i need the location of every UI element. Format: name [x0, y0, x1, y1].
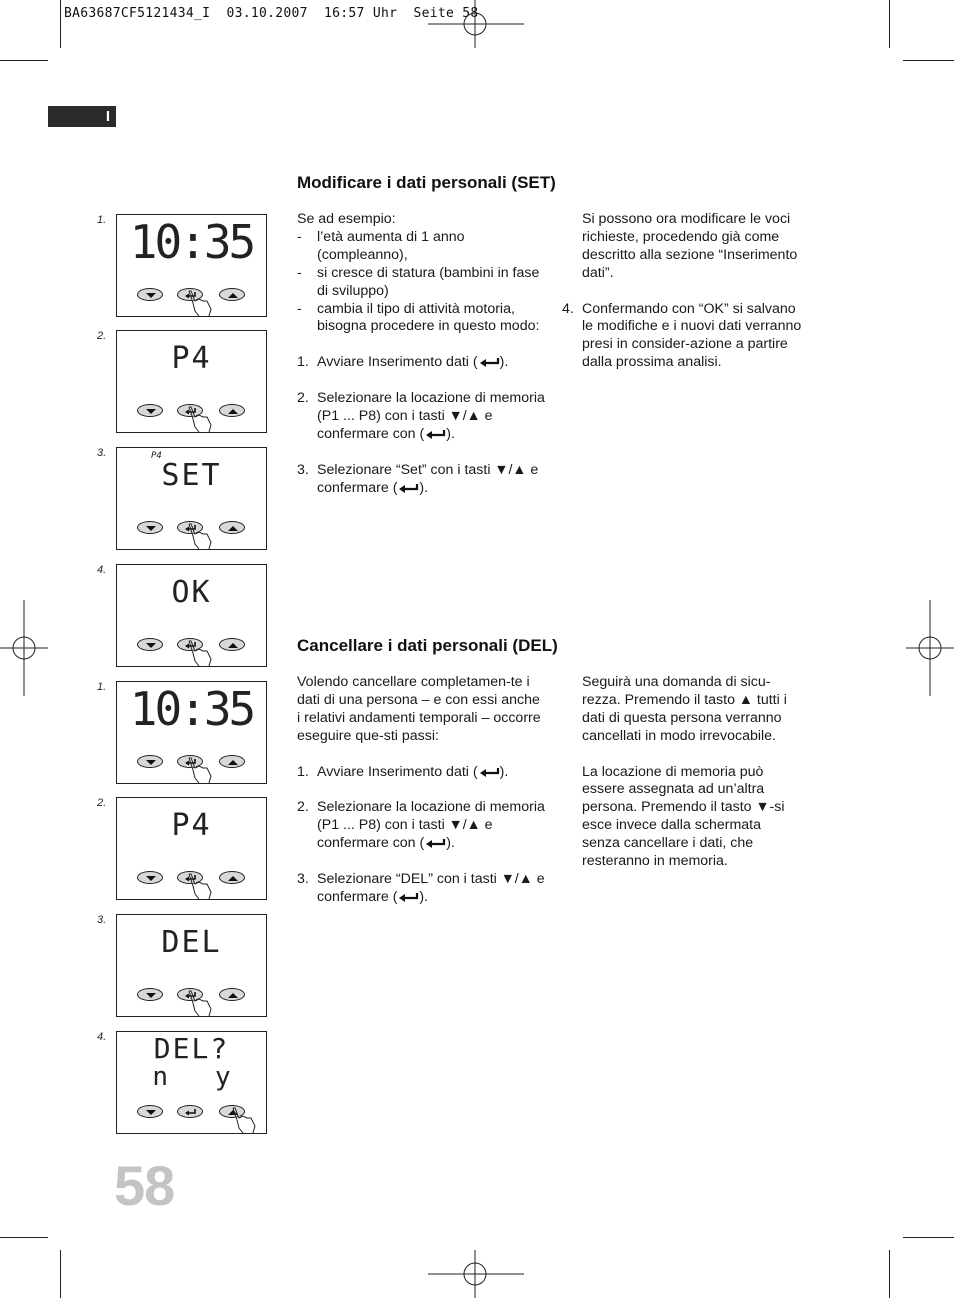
lcd-text-line2: n y: [152, 1062, 231, 1092]
lcd-profile-indicator: P4: [151, 451, 162, 461]
down-button[interactable]: [137, 521, 163, 534]
del-left-column: [297, 674, 547, 907]
lcd-text: P4: [171, 808, 212, 843]
crop-mark: [903, 60, 954, 61]
enter-button[interactable]: [177, 1105, 203, 1118]
lcd-display: [116, 797, 267, 900]
enter-arrow-icon: [178, 1106, 204, 1119]
crop-mark: [60, 1250, 61, 1298]
registration-mark: [428, 0, 524, 48]
lcd-text: DEL?: [153, 1032, 230, 1065]
del-right-column: [582, 674, 802, 871]
enter-key-icon: [397, 891, 419, 903]
enter-key-icon: [397, 482, 419, 494]
enter-key-icon: [424, 837, 446, 849]
enter-key-icon: [478, 766, 500, 778]
pointing-hand-icon: [185, 989, 215, 1022]
up-arrow-icon: [220, 405, 246, 418]
lcd-text: P4: [171, 341, 212, 376]
section-title-set: Modificare i dati personali (SET): [297, 173, 556, 192]
del-right-paragraph: La locazione di memoria può essere assegnata ad un’altra persona. Premendo il tasto ▼-si esce invece dalla schermata senza cancellare i dati, che resteranno in memoria.: [582, 763, 785, 870]
figure-step-number: 1.: [97, 214, 107, 226]
pointing-hand-icon: [185, 289, 215, 322]
down-arrow-icon: [138, 756, 164, 769]
down-arrow-icon: [138, 522, 164, 535]
up-button[interactable]: [219, 404, 245, 417]
lcd-display: [116, 214, 267, 317]
step-item: 1. Avviare Inserimento dati ( ).: [297, 763, 509, 780]
lcd-text: 10:35: [129, 215, 254, 269]
up-button[interactable]: [219, 288, 245, 301]
down-button[interactable]: [137, 755, 163, 768]
set-intro: Se ad esempio:: [297, 211, 396, 227]
registration-mark: [428, 1250, 524, 1298]
up-button[interactable]: [219, 755, 245, 768]
figure-step-number: 3.: [97, 447, 107, 459]
crop-mark: [0, 1237, 48, 1238]
registration-mark: [0, 600, 48, 696]
step-item: 3. Selezionare “Set” con i tasti ▼/▲ e confermare ( ).: [297, 461, 539, 496]
pointing-hand-icon: [185, 639, 215, 672]
page-number: 58: [114, 1154, 175, 1217]
figure-step-number: 4.: [97, 1031, 107, 1043]
step-item: 2. Selezionare la locazione di memoria (P1 ... P8) con i tasti ▼/▲ e confermare con ( ).: [297, 799, 545, 852]
crop-mark: [0, 60, 48, 61]
up-arrow-icon: [220, 756, 246, 769]
down-arrow-icon: [138, 289, 164, 302]
lcd-display: [116, 330, 267, 433]
lcd-text: SET: [161, 458, 222, 493]
up-arrow-icon: [220, 989, 246, 1002]
pointing-hand-icon: [185, 405, 215, 438]
pointing-hand-icon: [185, 756, 215, 789]
enter-key-icon: [424, 428, 446, 440]
pointing-hand-icon: [229, 1106, 259, 1139]
step-item: 3. Selezionare “DEL” con i tasti ▼/▲ e confermare ( ).: [297, 870, 545, 905]
set-left-column: [297, 211, 547, 497]
down-arrow-icon: [138, 872, 164, 885]
del-intro: Volendo cancellare completamen-te i dati di una persona – e con essi anche i relativi andamenti temporali – occorre eseguire que-sti passi:: [297, 674, 541, 744]
lcd-display: [116, 564, 267, 667]
down-button[interactable]: [137, 638, 163, 651]
lcd-text: 10:35: [129, 682, 254, 736]
up-arrow-icon: [220, 522, 246, 535]
down-button[interactable]: [137, 404, 163, 417]
up-arrow-icon: [220, 289, 246, 302]
up-button[interactable]: [219, 988, 245, 1001]
registration-mark: [906, 600, 954, 696]
down-arrow-icon: [138, 405, 164, 418]
step-item: 2. Selezionare la locazione di memoria (P1 ... P8) con i tasti ▼/▲ e confermare con ( ).: [297, 390, 545, 442]
up-button[interactable]: [219, 638, 245, 651]
set-right-column: [562, 211, 802, 372]
figure-step-number: 3.: [97, 914, 107, 926]
down-button[interactable]: [137, 988, 163, 1001]
del-right-paragraph: Seguirà una domanda di sicu-rezza. Premendo il tasto ▲ tutti i dati di questa persona verranno cancellati in modo irrevocabile.: [582, 674, 787, 744]
down-button[interactable]: [137, 871, 163, 884]
figure-step-number: 4.: [97, 564, 107, 576]
crop-mark: [60, 0, 61, 48]
section-title-del: Cancellare i dati personali (DEL): [297, 636, 558, 655]
down-button[interactable]: [137, 288, 163, 301]
list-item: - l’età aumenta di 1 anno (compleanno),: [297, 228, 465, 263]
pointing-hand-icon: [185, 522, 215, 555]
lcd-display: [116, 447, 267, 550]
up-button[interactable]: [219, 871, 245, 884]
crop-mark: [889, 0, 890, 48]
crop-mark: [903, 1237, 954, 1238]
down-arrow-icon: [138, 989, 164, 1002]
list-item: - cambia il tipo di attività motoria, bisogna procedere in questo modo:: [297, 300, 540, 335]
lcd-display: [116, 1031, 267, 1134]
step-item: 4. Confermando con “OK” si salvano le modifiche e i nuovi dati verranno presi in consider-azione a partire dalla prossima analisi.: [562, 300, 802, 371]
down-button[interactable]: [137, 1105, 163, 1118]
down-arrow-icon: [138, 639, 164, 652]
list-item: - si cresce di statura (bambini in fase di sviluppo): [297, 264, 540, 299]
up-arrow-icon: [220, 872, 246, 885]
crop-mark: [889, 1250, 890, 1298]
lcd-text: OK: [171, 575, 212, 610]
language-tab: I: [48, 106, 116, 127]
figure-step-number: 2.: [97, 330, 107, 342]
step-item: 1. Avviare Inserimento dati ( ).: [297, 354, 509, 371]
up-arrow-icon: [220, 639, 246, 652]
print-header: BA63687CF5121434_I 03.10.2007 16:57 Uhr Seite 58: [64, 6, 479, 21]
lcd-display: [116, 681, 267, 784]
lcd-display: [116, 914, 267, 1017]
pointing-hand-icon: [185, 872, 215, 905]
figure-step-number: 2.: [97, 797, 107, 809]
set-right-paragraph: Si possono ora modificare le voci richieste, procedendo già come descritto alla sezione “Inserimento dati”.: [582, 211, 798, 281]
down-arrow-icon: [138, 1106, 164, 1119]
figure-step-number: 1.: [97, 681, 107, 693]
lcd-text: DEL: [161, 925, 222, 960]
up-button[interactable]: [219, 521, 245, 534]
enter-key-icon: [478, 356, 500, 368]
